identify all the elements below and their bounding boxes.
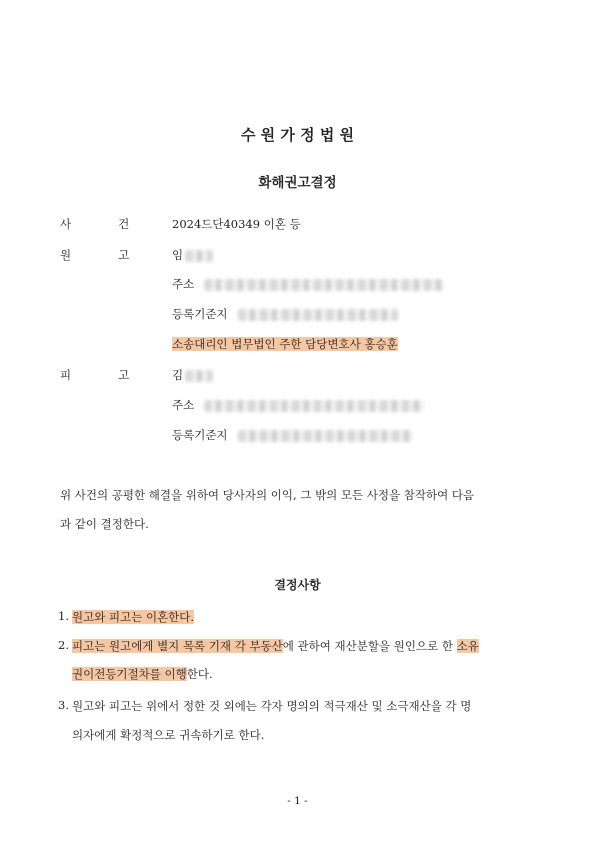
plaintiff-representative: 소송대리인 법무법인 주한 담당변호사 홍승훈 — [172, 337, 398, 351]
item-3-line-1: 원고와 피고는 위에서 정한 것 외에는 각자 명의의 적극재산 및 소극재산을 각 명 — [72, 699, 472, 713]
defendant-registry: 등록기준지 — [172, 427, 413, 443]
item-3-line-2: 의자에게 확정적으로 귀속하기로 한다. — [72, 728, 265, 742]
redacted-name — [185, 370, 213, 382]
case-label: 사 건 — [60, 217, 130, 231]
case-number: 2024드단40349 이혼 등 — [172, 217, 301, 231]
item-2-line-2: 권이전등기절차를 이행한다. — [72, 667, 213, 681]
defendant-label: 피 고 — [60, 368, 130, 382]
redacted-address — [204, 279, 444, 291]
item-3-number: 3. — [58, 698, 69, 712]
defendant-name: 김 — [172, 367, 213, 383]
defendant-address: 주소 — [172, 397, 424, 413]
item-1-text: 원고와 피고는 이혼한다. — [72, 610, 195, 624]
redacted-registry — [238, 309, 398, 321]
preamble-line-2: 과 같이 결정한다. — [60, 517, 149, 531]
plaintiff-registry: 등록기준지 — [172, 306, 398, 322]
plaintiff-label: 원 고 — [60, 248, 130, 262]
item-2-number: 2. — [58, 638, 69, 652]
item-1-number: 1. — [58, 609, 69, 623]
plaintiff-address: 주소 — [172, 276, 444, 292]
redacted-address — [204, 400, 424, 412]
court-name: 수 원 가 정 법 원 — [240, 126, 355, 144]
redacted-registry — [238, 430, 413, 442]
page-number: - 1 - — [287, 795, 308, 807]
plaintiff-name: 임 — [172, 247, 213, 263]
redacted-name — [185, 250, 213, 262]
preamble-line-1: 위 사건의 공평한 해결을 위하여 당사자의 이익, 그 밖의 모든 사정을 참작하여 다음 — [60, 488, 475, 502]
section-title: 결정사항 — [274, 578, 321, 592]
item-2-line-1: 피고는 원고에게 별지 목록 기재 각 부동산에 관하여 재산분할을 원인으로 한 소유 — [72, 639, 479, 653]
document-title: 화해권고결정 — [258, 175, 337, 191]
